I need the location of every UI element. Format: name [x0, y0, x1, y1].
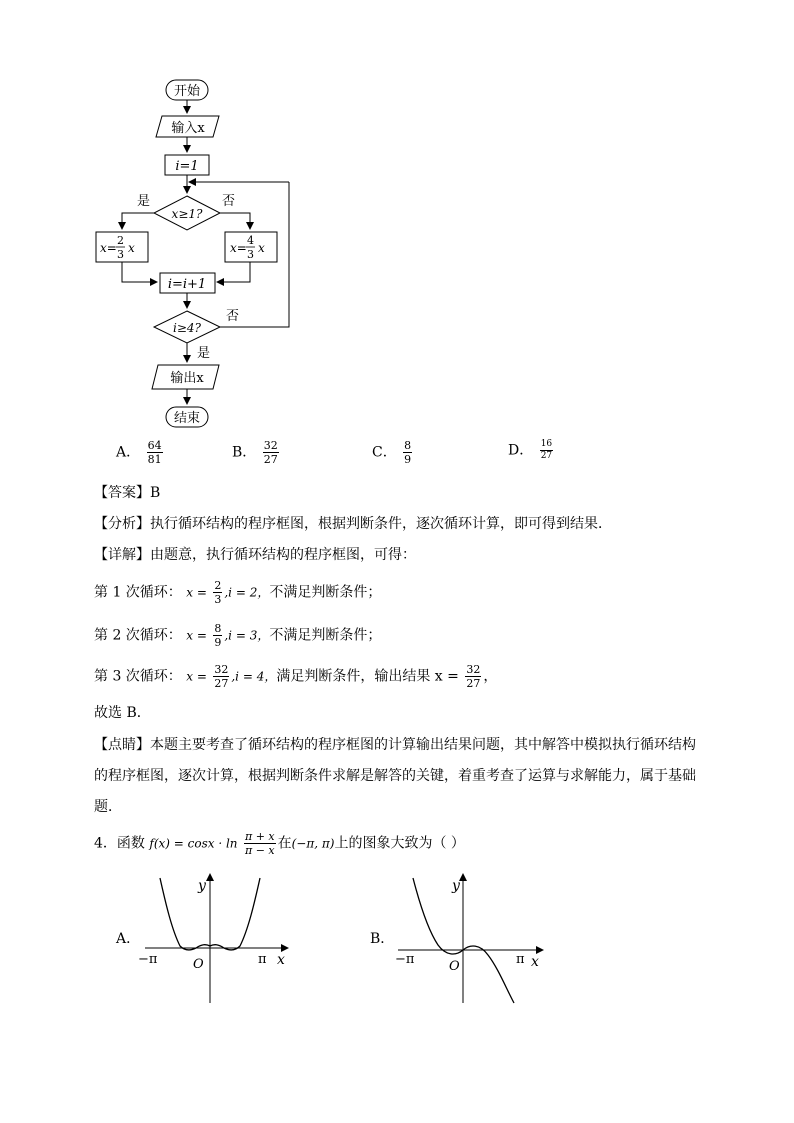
loop-den: 27 [214, 677, 229, 690]
flowchart [90, 72, 310, 432]
left-box-num: 2 [117, 234, 124, 247]
option-d [508, 440, 555, 461]
graph-b-origin: O [449, 959, 460, 974]
answer-tag: 【答案】 [94, 485, 150, 501]
detail-text: 由题意，执行循环结构的程序框图，可得： [150, 547, 416, 563]
input-text: 输入x [171, 121, 205, 136]
loop-label: 第 2 次循环： [94, 627, 182, 644]
loop-label: 第 1 次循环： [94, 584, 182, 601]
loop-2-line [94, 623, 381, 648]
loop-den: 3 [214, 593, 222, 606]
no1-label: 否 [222, 194, 236, 209]
cond1-text: x≥1? [171, 207, 203, 221]
loop-x: x = [186, 669, 207, 684]
option-letter: B． [232, 444, 257, 461]
yes2-label: 是 [197, 346, 211, 361]
loop-num: 32 [214, 663, 229, 676]
loop-i: ,i = 4， [231, 669, 277, 684]
q4-func: f(x) = cosx · ln [149, 836, 238, 851]
loop-num: 8 [214, 622, 222, 635]
detail-line [94, 545, 416, 565]
left-box-tail: x [128, 241, 135, 255]
loop-x: x = [186, 628, 207, 643]
right-box-tail: x [258, 241, 265, 255]
graph-a-x: x [277, 952, 285, 968]
option-num: 16 [540, 439, 553, 449]
graph-a-label: A． [116, 931, 141, 947]
loop-3-line [94, 664, 497, 689]
analysis-line [94, 514, 612, 534]
q4-suffix: 上的图象大致为（ ） [334, 835, 465, 852]
graph-a-neg-pi: −π [138, 952, 158, 967]
answer-text: B [150, 485, 161, 501]
option-a [116, 440, 165, 465]
comment-text-3: 题． [94, 799, 122, 815]
analysis-text: 执行循环结构的程序框图，根据判断条件，逐次循环计算，即可得到结果． [150, 516, 612, 532]
loop-rest: 满足判断条件，输出结果 x = [276, 668, 459, 685]
option-c [372, 440, 414, 465]
conclusion-text: 故选 B． [94, 705, 151, 721]
comment-line-3 [94, 797, 122, 817]
right-box-den: 3 [247, 248, 254, 261]
detail-tag: 【详解】 [94, 547, 150, 563]
end-text: 结束 [173, 411, 201, 426]
loop-i: ,i = 3， [224, 628, 270, 643]
option-den: 81 [147, 453, 162, 466]
option-num: 64 [147, 439, 162, 452]
option-b [232, 440, 281, 465]
yes1-label: 是 [137, 194, 151, 209]
answer-line [94, 483, 160, 503]
graph-b [392, 870, 552, 1005]
right-box-num: 4 [247, 234, 254, 247]
loop-num: 2 [214, 579, 222, 592]
comment-tag: 【点睛】 [94, 737, 150, 753]
init-text: i=1 [175, 159, 199, 174]
q4-interval: (−π, π) [291, 836, 335, 851]
loop-label: 第 3 次循环： [94, 668, 182, 685]
left-box-den: 3 [117, 248, 124, 261]
loop-x: x = [186, 585, 207, 600]
option-num: 32 [263, 439, 278, 452]
comment-line-2 [94, 766, 696, 786]
question-4 [94, 831, 465, 856]
graph-b-neg-pi: −π [395, 952, 415, 967]
loop-den-2: 27 [466, 677, 481, 690]
graph-a [138, 870, 298, 1005]
option-den: 27 [263, 453, 278, 466]
option-num: 8 [404, 439, 412, 452]
graph-a-y: y [198, 878, 206, 894]
cond2-text: i≥4? [173, 321, 201, 335]
q4-prefix: 4．函数 [94, 835, 145, 852]
option-letter: D． [508, 442, 534, 459]
start-text: 开始 [173, 84, 201, 99]
loop-den: 9 [214, 636, 222, 649]
q4-num: π + x [244, 830, 275, 843]
loop-1-line [94, 580, 381, 605]
q4-mid: 在 [277, 835, 292, 852]
incr-text: i=i+1 [167, 277, 207, 292]
graph-a-pi: π [258, 952, 267, 967]
option-letter: C． [372, 444, 397, 461]
loop-rest: 不满足判断条件； [269, 584, 382, 601]
conclusion-line [94, 703, 151, 723]
right-box-var: x= [230, 241, 247, 255]
option-den: 27 [540, 451, 553, 461]
graph-b-y: y [452, 878, 460, 894]
comment-text-2: 的程序框图，逐次计算，根据判断条件求解是解答的关键，着重考查了运算与求解能力，属于基础 [94, 768, 696, 784]
option-letter: A． [116, 444, 141, 461]
no2-label: 否 [226, 309, 240, 324]
graph-a-origin: O [193, 957, 204, 972]
analysis-tag: 【分析】 [94, 516, 150, 532]
comment-text-1: 本题主要考查了循环结构的程序框图的计算输出结果问题，其中解答中模拟执行循环结构 [150, 737, 696, 753]
q4-den: π − x [244, 844, 275, 857]
left-box-var: x= [100, 241, 117, 255]
loop-rest: 不满足判断条件； [269, 627, 382, 644]
graph-b-x: x [531, 954, 539, 970]
option-den: 9 [404, 453, 412, 466]
graph-b-pi: π [516, 952, 525, 967]
loop-num-2: 32 [466, 663, 481, 676]
loop-end: ， [483, 668, 498, 685]
output-text: 输出x [170, 371, 204, 386]
graph-b-label: B． [370, 931, 395, 947]
loop-i: ,i = 2， [224, 585, 270, 600]
comment-line-1 [94, 735, 696, 755]
